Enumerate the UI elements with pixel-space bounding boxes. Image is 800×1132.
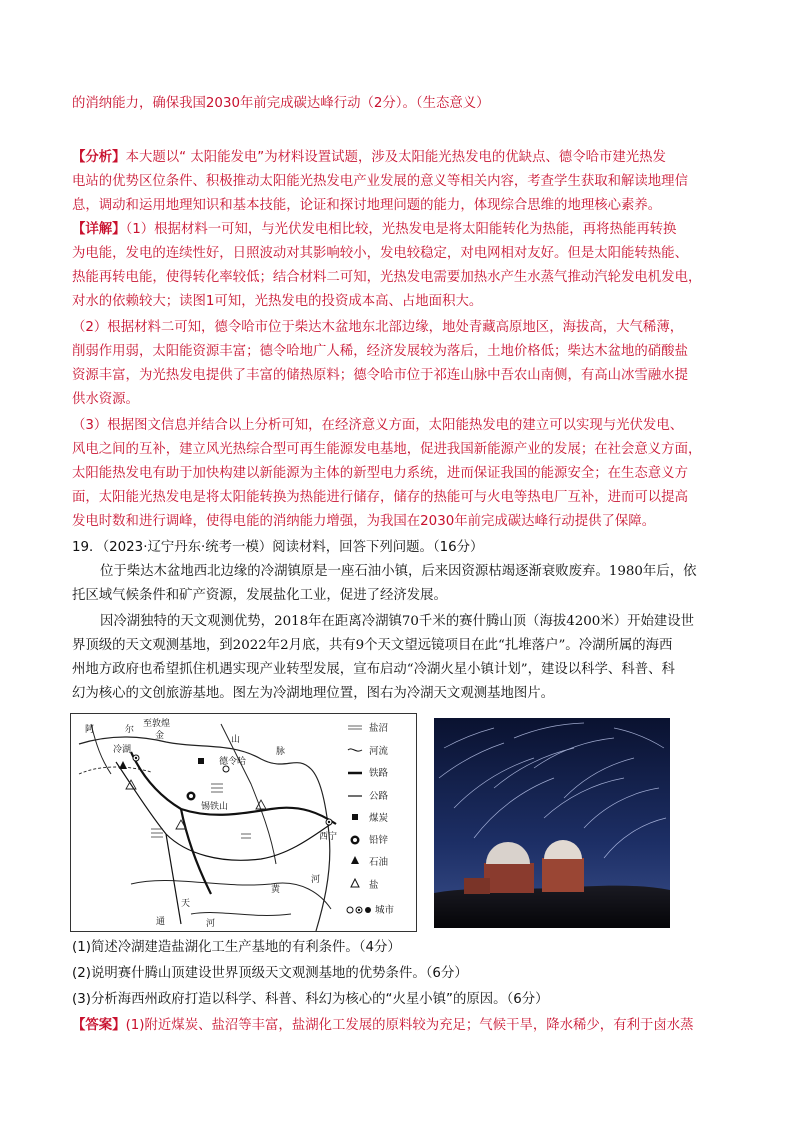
detail-line-6: 削弱作用弱，太阳能资源丰富；德令哈地广人稀，经济发展较为落后，土地价格低；柴达木盆地的硝酸盐	[72, 344, 688, 359]
map-label-he: 河	[311, 875, 321, 885]
svg-text:铅锌: 铅锌	[369, 835, 389, 846]
detail-line-10: 风电之间的互补，建立风光热综合型可再生能源发电基地，促进我国新能源产业的发展；在社会意义方面，	[72, 442, 702, 457]
detail-line-12: 面，太阳能光热发电是将太阳能转换为热能进行储存，储存的热能可与火电等热电厂互补，进而可以提高	[72, 490, 688, 505]
svg-text:盐沼: 盐沼	[369, 723, 389, 734]
svg-text:铁路: 铁路	[369, 768, 389, 779]
map-label-he2: 河	[206, 919, 216, 929]
material-para2-line4: 幻为核心的文创旅游基地。图左为冷湖地理位置，图右为冷湖天文观测基地图片。	[72, 686, 555, 701]
material-para2-line3: 州地方政府也希望抓住机遇实现产业转型发展，宣布启动“冷湖火星小镇计划”，建设以科学、科普、科	[72, 662, 675, 677]
map-label-tong: 通	[156, 917, 166, 927]
detail-line-11: 太阳能热发电有助于加快构建以新能源为主体的新型电力系统，进而保证我国的能源安全；在生态意义方	[72, 466, 688, 481]
analysis-line-1: 【分析】本大题以“ 太阳能发电”为材料设置试题，涉及太阳能光热发电的优缺点、德令哈市建光热发	[72, 150, 666, 165]
svg-text:河流: 河流	[369, 746, 389, 757]
detail-line-13: 发电时数和进行调峰，使得电能的消纳能力增强，为我国在2030年前完成碳达峰行动提供了保障。	[72, 514, 656, 529]
sub-question-2: (2)说明赛什腾山顶建设世界顶级天文观测基地的优势条件。（6分）	[72, 966, 468, 981]
map-label-dunhuang: 至敦煌	[143, 719, 171, 729]
map-label-a: 阿	[85, 725, 95, 735]
map-label-er: 尔	[125, 725, 135, 735]
map-label-mai: 脉	[276, 747, 286, 757]
map-label-deling: 德令哈	[219, 757, 247, 767]
detail-line-9: （3）根据图文信息并结合以上分析可知，在经济意义方面，太阳能热发电的建立可以实现与光伏发电、	[72, 418, 684, 433]
map-legend	[347, 722, 395, 916]
map-label-huang: 黄	[271, 885, 281, 895]
material-para2-line1: 因冷湖独特的天文观测优势，2018年在距离冷湖镇70千米的赛什腾山顶（海拔4200米）开始建设世	[100, 614, 695, 629]
material-para2-line2: 界顶级的天文观测基地，到2022年2月底，共有9个天文望远镜项目在此“扎堆落户”。冷湖所属的海西	[72, 638, 673, 653]
analysis-tag: 【分析】	[72, 150, 126, 165]
lenghu-location-map	[70, 713, 417, 932]
svg-text:石油: 石油	[369, 857, 389, 868]
map-label-lenghu: 冷湖	[113, 745, 132, 755]
detail-line-1: 【详解】（1）根据材料一可知，与光伏发电相比较，光热发电是将太阳能转化为热能，再将热能再转换	[72, 222, 677, 237]
detail-line-3: 热能再转电能，使得转化率较低；结合材料二可知，光热发电需要加热水产生水蒸气推动汽轮发电机发电，	[72, 270, 702, 285]
map-label-tian: 天	[181, 899, 191, 909]
detail-tag: 【详解】	[72, 222, 126, 237]
detail-line-5: （2）根据材料二可知，德令哈市位于柴达木盆地东北部边缘，地处青藏高原地区，海拔高，大气稀薄，	[72, 320, 684, 335]
sub-question-1: (1)简述冷湖建造盐湖化工生产基地的有利条件。（4分）	[72, 940, 401, 955]
answer-line: 【答案】(1)附近煤炭、盐沼等丰富，盐湖化工发展的原料较为充足；气候干旱，降水稀少，有利于卤水蒸	[72, 1018, 694, 1033]
material-para1-line2: 托区域气候条件和矿产资源，发展盐化工业，促进了经济发展。	[72, 588, 447, 603]
detail-line-4: 对水的依赖较大；读图1可知，光热发电的投资成本高、占地面积大。	[72, 294, 483, 309]
astronomy-base-photo	[434, 718, 670, 928]
intro-line: 的消纳能力，确保我国2030年前完成碳达峰行动（2分）。（生态意义）	[72, 96, 490, 111]
detail-line-2: 为电能，发电的连续性好，日照波动对其影响较小，发电较稳定，对电网相对友好。但是太阳能转热能、	[72, 246, 688, 261]
svg-text:煤炭: 煤炭	[369, 813, 389, 824]
map-label-jin: 金	[155, 731, 165, 741]
material-para1-line1: 位于柴达木盆地西北边缘的冷湖镇原是一座石油小镇，后来因资源枯竭逐渐衰败废弃。1980年后，依	[100, 564, 697, 579]
svg-text:城市: 城市	[375, 905, 395, 916]
sub-question-3: (3)分析海西州政府打造以科学、科普、科幻为核心的“火星小镇”的原因。（6分）	[72, 992, 549, 1007]
map-label-xining: 西宁	[319, 832, 338, 842]
map-svg	[71, 714, 416, 931]
question-19-header: 19．（2023·辽宁丹东·统考一模）阅读材料，回答下列问题。（16分）	[72, 540, 484, 555]
svg-text:公路: 公路	[369, 791, 389, 802]
map-label-xitieshan: 锡铁山	[201, 802, 229, 812]
detail-line-7: 资源丰富，为光热发电提供了丰富的储热原料；德令哈市位于祁连山脉中吾农山南侧，有高山冰雪融水提	[72, 368, 688, 383]
analysis-line-2: 电站的优势区位条件、积极推动太阳能光热发电产业发展的意义等相关内容，考查学生获取和解读地理信	[72, 174, 688, 189]
analysis-line-3: 息，调动和运用地理知识和基本技能，论证和探讨地理问题的能力，体现综合思维的地理核心素养。	[72, 198, 662, 213]
star-trail-image	[434, 718, 670, 928]
map-label-shan: 山	[231, 735, 241, 745]
answer-tag: 【答案】	[72, 1018, 126, 1033]
svg-text:盐: 盐	[369, 880, 379, 891]
detail-line-8: 供水资源。	[72, 392, 139, 407]
